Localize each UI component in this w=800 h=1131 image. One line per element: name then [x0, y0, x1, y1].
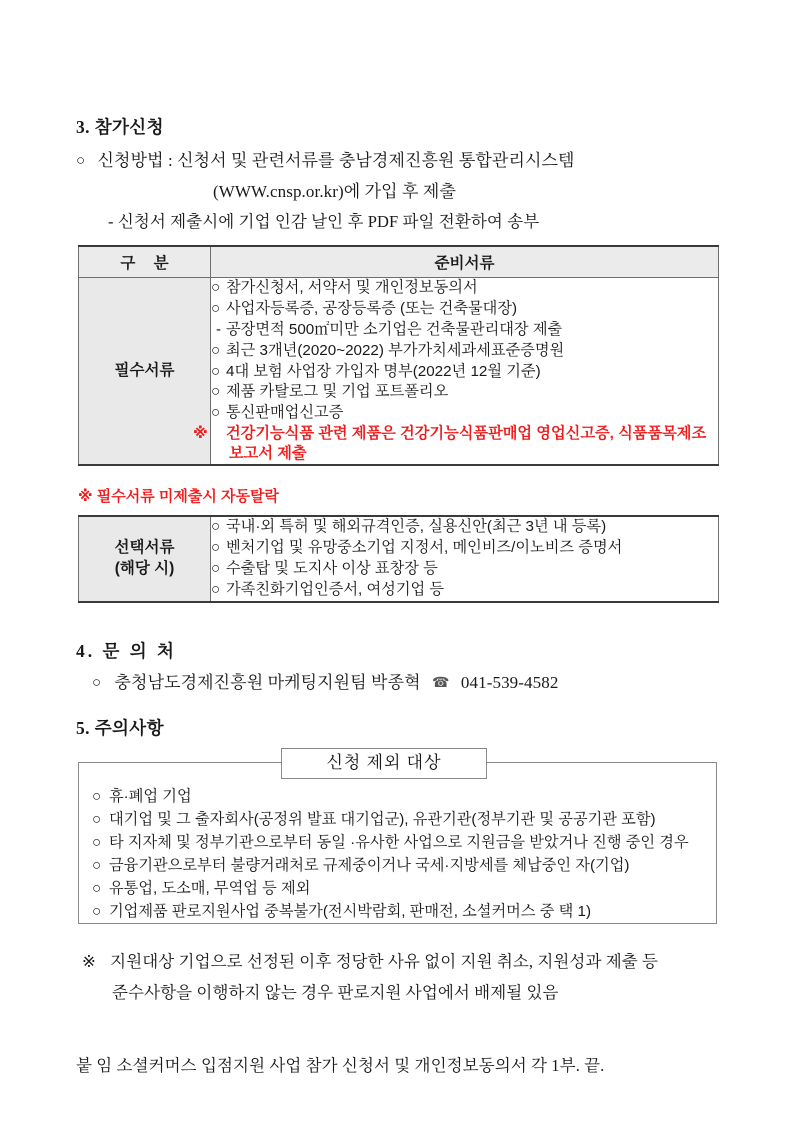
- list-item-text: 참가신청서, 서약서 및 개인정보동의서: [226, 279, 478, 296]
- bullet-marker: ○: [92, 788, 102, 805]
- bullet-marker: ○: [92, 833, 102, 851]
- list-item: [92, 855, 689, 878]
- list-item: [211, 320, 718, 341]
- required-documents-list: [193, 278, 719, 466]
- list-item: [92, 786, 689, 809]
- exclusion-criteria-container: [78, 748, 718, 928]
- list-item: [211, 580, 718, 601]
- section3-method-line: [76, 146, 575, 171]
- bullet-marker: ○: [92, 879, 102, 897]
- list-item-highlighted: [193, 424, 718, 464]
- list-item: [211, 517, 718, 538]
- list-item: [92, 901, 689, 924]
- row-label-optional: [79, 516, 211, 602]
- list-item-text: 가족친화기업인증서, 여성기업 등: [226, 580, 445, 598]
- section5-footnote-line2: 준수사항을 이행하지 않는 경우 판로지원 사업에서 배제될 있음: [112, 983, 559, 1002]
- bullet-marker: ○: [211, 580, 221, 598]
- list-item: [211, 538, 718, 559]
- section3-method-sub: - 신청서 제출시에 기업 인감 날인 후 PDF 파일 전환하여 송부: [108, 212, 540, 231]
- bullet-marker: ○: [92, 856, 102, 874]
- bullet-marker: ○: [211, 538, 221, 556]
- section5-footnote-line1: [82, 948, 658, 972]
- section3-heading: 3. 참가신청: [76, 117, 164, 137]
- list-item: [92, 809, 689, 832]
- list-item: [211, 299, 718, 320]
- list-item-text: 건강기능식품 관련 제품은 건강기능식품판매업 영업신고증, 식품품목제조보고서 제출: [226, 425, 707, 463]
- list-item-text: 국내·외 특허 및 해외규격인증, 실용신안(최근 3년 내 등록): [226, 518, 607, 535]
- attachment-line: 붙 임 소셜커머스 입점지원 사업 참가 신청서 및 개인정보동의서 각 1부. 끝.: [76, 1056, 605, 1075]
- telephone-icon: ☎: [432, 676, 450, 691]
- list-item: [211, 341, 718, 362]
- reference-marker: ※: [193, 425, 208, 443]
- section5-heading: 5. 주의사항: [76, 718, 164, 738]
- bullet-marker: ○: [211, 362, 221, 380]
- list-item: [211, 278, 718, 299]
- row-label-optional-sub: (해당 시): [114, 559, 175, 577]
- bullet-marker: ○: [211, 518, 221, 535]
- optional-documents-table: [78, 515, 719, 603]
- bullet-marker: ○: [211, 299, 221, 317]
- list-item-text: 유통업, 도소매, 무역업 등 제외: [109, 879, 311, 897]
- footnote-text-1: 지원대상 기업으로 선정된 이후 정당한 사유 없이 지원 취소, 지원성과 제출 등: [110, 952, 659, 971]
- required-docs-warning: ※ 필수서류 미제출시 자동탈락: [78, 488, 279, 505]
- exclusion-box-title: 신청 제외 대상: [281, 748, 487, 779]
- section3-method-text: 신청방법 : 신청서 및 관련서류를 충남경제진흥원 통합관리시스템: [97, 151, 575, 170]
- section3-method-line2: (WWW.cnsp.or.kr)에 가입 후 제출: [213, 182, 456, 201]
- row-label-optional-main: 선택서류: [114, 538, 175, 556]
- bullet-marker: ○: [211, 404, 221, 422]
- bullet-marker: ○: [211, 383, 221, 401]
- dash-marker: -: [215, 320, 222, 338]
- list-item-text: 금융기관으로부터 불량거래처로 규제중이거나 국세·지방세를 체납중인 자(기업): [109, 856, 630, 874]
- list-item: [211, 362, 718, 383]
- column-header-documents: 준비서류: [211, 246, 719, 278]
- list-item-text: 최근 3개년(2020~2022) 부가가치세과세표준증명원: [226, 341, 565, 359]
- list-item: [211, 559, 718, 580]
- bullet-marker: ○: [211, 279, 221, 296]
- list-item-text: 공장면적 500㎡미만 소기업은 건축물관리대장 제출: [226, 320, 563, 338]
- list-item-text: 대기업 및 그 출자회사(공정위 발표 대기업군), 유관기관(정부기관 및 공공기관 포함): [109, 810, 656, 828]
- list-item-text: 기업제품 판로지원사업 중복불가(전시박람회, 판매전, 소셜커머스 중 택 1): [109, 902, 592, 920]
- list-item-text: 4대 보험 사업장 가입자 명부(2022년 12월 기준): [226, 362, 541, 380]
- list-item-text: 통신판매업신고증: [226, 404, 344, 422]
- list-item-text: 벤처기업 및 유망중소기업 지정서, 메인비즈/이노비즈 증명서: [226, 538, 623, 556]
- bullet-marker: ○: [92, 810, 102, 828]
- list-item-text: 휴·폐업 기업: [109, 788, 192, 805]
- contact-organization: 충청남도경제진흥원 마케팅지원팀 박종혁: [114, 673, 421, 692]
- contact-phone-number: 041-539-4582: [460, 673, 559, 692]
- table-row: [79, 516, 719, 602]
- section4-contact-line: [92, 668, 558, 693]
- table-row: [79, 278, 719, 466]
- list-item-text: 타 지자체 및 정부기관으로부터 동일 ·유사한 사업으로 지원금을 받았거나 진행 중인 경우: [109, 833, 689, 851]
- optional-documents-list: [211, 516, 719, 602]
- list-item: [211, 382, 718, 403]
- list-item-text: 수출탑 및 도지사 이상 표창장 등: [226, 559, 438, 577]
- bullet-marker: ○: [211, 341, 221, 359]
- reference-marker: ※: [82, 952, 96, 971]
- list-item-text: 제품 카탈로그 및 기업 포트폴리오: [226, 383, 449, 401]
- bullet-marker: ○: [92, 902, 102, 920]
- bullet-marker: ○: [211, 559, 221, 577]
- column-header-gubun: 구 분: [79, 246, 211, 278]
- bullet-marker: ○: [76, 153, 86, 169]
- list-item: [92, 832, 689, 855]
- bullet-marker: ○: [92, 675, 102, 691]
- section4-heading: 4. 문 의 처: [76, 641, 177, 661]
- list-item: [211, 403, 718, 424]
- list-item: [92, 878, 689, 901]
- exclusion-criteria-list: [92, 786, 689, 924]
- list-item-text: 사업자등록증, 공장등록증 (또는 건축물대장): [226, 299, 518, 317]
- table-header-row: [79, 246, 719, 278]
- row-label-required: 필수서류: [79, 278, 211, 466]
- required-documents-table: [78, 245, 719, 466]
